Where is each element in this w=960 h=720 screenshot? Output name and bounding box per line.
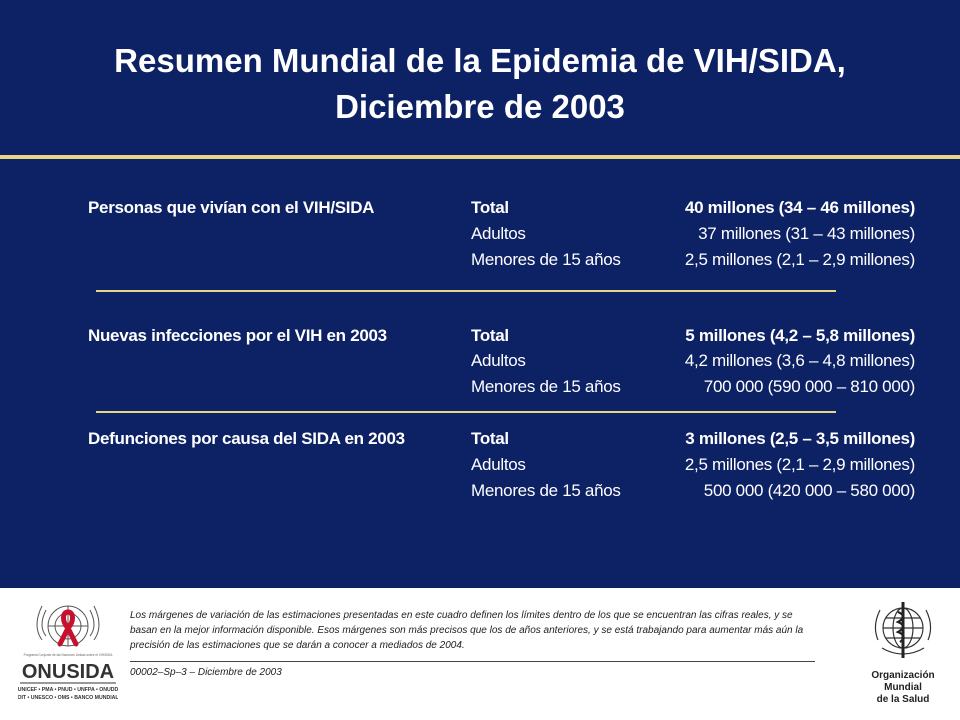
category-label: Personas que vivían con el VIH/SIDA (88, 198, 375, 217)
table-row (0, 452, 960, 478)
footer (0, 588, 960, 720)
title-line-2: Diciembre de 2003 (335, 88, 625, 125)
footer-divider (130, 661, 815, 662)
value-cell: 3 millones (2,5 – 3,5 millones) (685, 429, 915, 448)
document-code: 00002–Sp–3 – Diciembre de 2003 (130, 667, 282, 678)
table-row (0, 348, 960, 374)
footnote-text: Los márgenes de variación de las estimaciones presentadas en este cuadro definen los límites dentro de los que se encuentran las cifras reales, y se basan en la mejor información disponible. Esos márgenes son más precisos que los de años anteriores, y se está trabajando para aumentar más aún la precisión de las estimaciones que se darán a conocer a mediados de 2004. (130, 610, 804, 651)
table-row (0, 323, 960, 349)
value-cell: 500 000 (420 000 – 580 000) (703, 481, 915, 500)
table-row (0, 195, 960, 221)
value-cell: 2,5 millones (2,1 – 2,9 millones) (684, 455, 915, 474)
value-cell: 40 millones (34 – 46 millones) (684, 198, 915, 217)
tagline-text: Programa Conjunto de las Naciones Unidas sobre el VIH/SIDA (23, 653, 113, 657)
table-row (0, 247, 960, 273)
who-emblem-icon (862, 596, 944, 668)
table-row (0, 221, 960, 247)
group-label: Adultos (471, 455, 526, 474)
title-divider (0, 155, 960, 159)
value-cell: 5 millones (4,2 – 5,8 millones) (685, 326, 915, 345)
who-name: Organización Mundial de la Salud (871, 670, 935, 705)
group-label: Adultos (471, 351, 526, 370)
group-label: Total (471, 429, 509, 448)
sponsors-line-1: UNICEF • PMA • PNUD • UNFPA • ONUDD (18, 687, 118, 693)
value-cell: 2,5 millones (2,1 – 2,9 millones) (684, 250, 915, 269)
table-row (0, 374, 960, 400)
group-label: Total (471, 326, 509, 345)
onusida-wordmark: ONUSIDA (21, 661, 115, 683)
section-divider (96, 290, 836, 292)
un-emblem-icon (18, 596, 118, 714)
value-cell: 37 millones (31 – 43 millones) (698, 224, 915, 243)
value-cell: 700 000 (590 000 – 810 000) (703, 377, 915, 396)
table-row (0, 478, 960, 504)
category-label: Nuevas infecciones por el VIH en 2003 (88, 326, 387, 345)
onusida-logo (18, 596, 118, 714)
slide-title (0, 38, 960, 130)
group-label: Adultos (471, 224, 526, 243)
group-label: Menores de 15 años (471, 377, 621, 396)
who-logo (862, 596, 944, 714)
title-line-1: Resumen Mundial de la Epidemia de VIH/SIDA, (114, 42, 846, 79)
sponsors-line-2: OIT • UNESCO • OMS • BANCO MUNDIAL (18, 695, 118, 701)
group-label: Menores de 15 años (471, 250, 621, 269)
value-cell: 4,2 millones (3,6 – 4,8 millones) (684, 351, 915, 370)
section-divider (96, 411, 836, 413)
category-label: Defunciones por causa del SIDA en 2003 (88, 429, 405, 448)
table-row (0, 426, 960, 452)
group-label: Menores de 15 años (471, 481, 621, 500)
group-label: Total (471, 198, 509, 217)
